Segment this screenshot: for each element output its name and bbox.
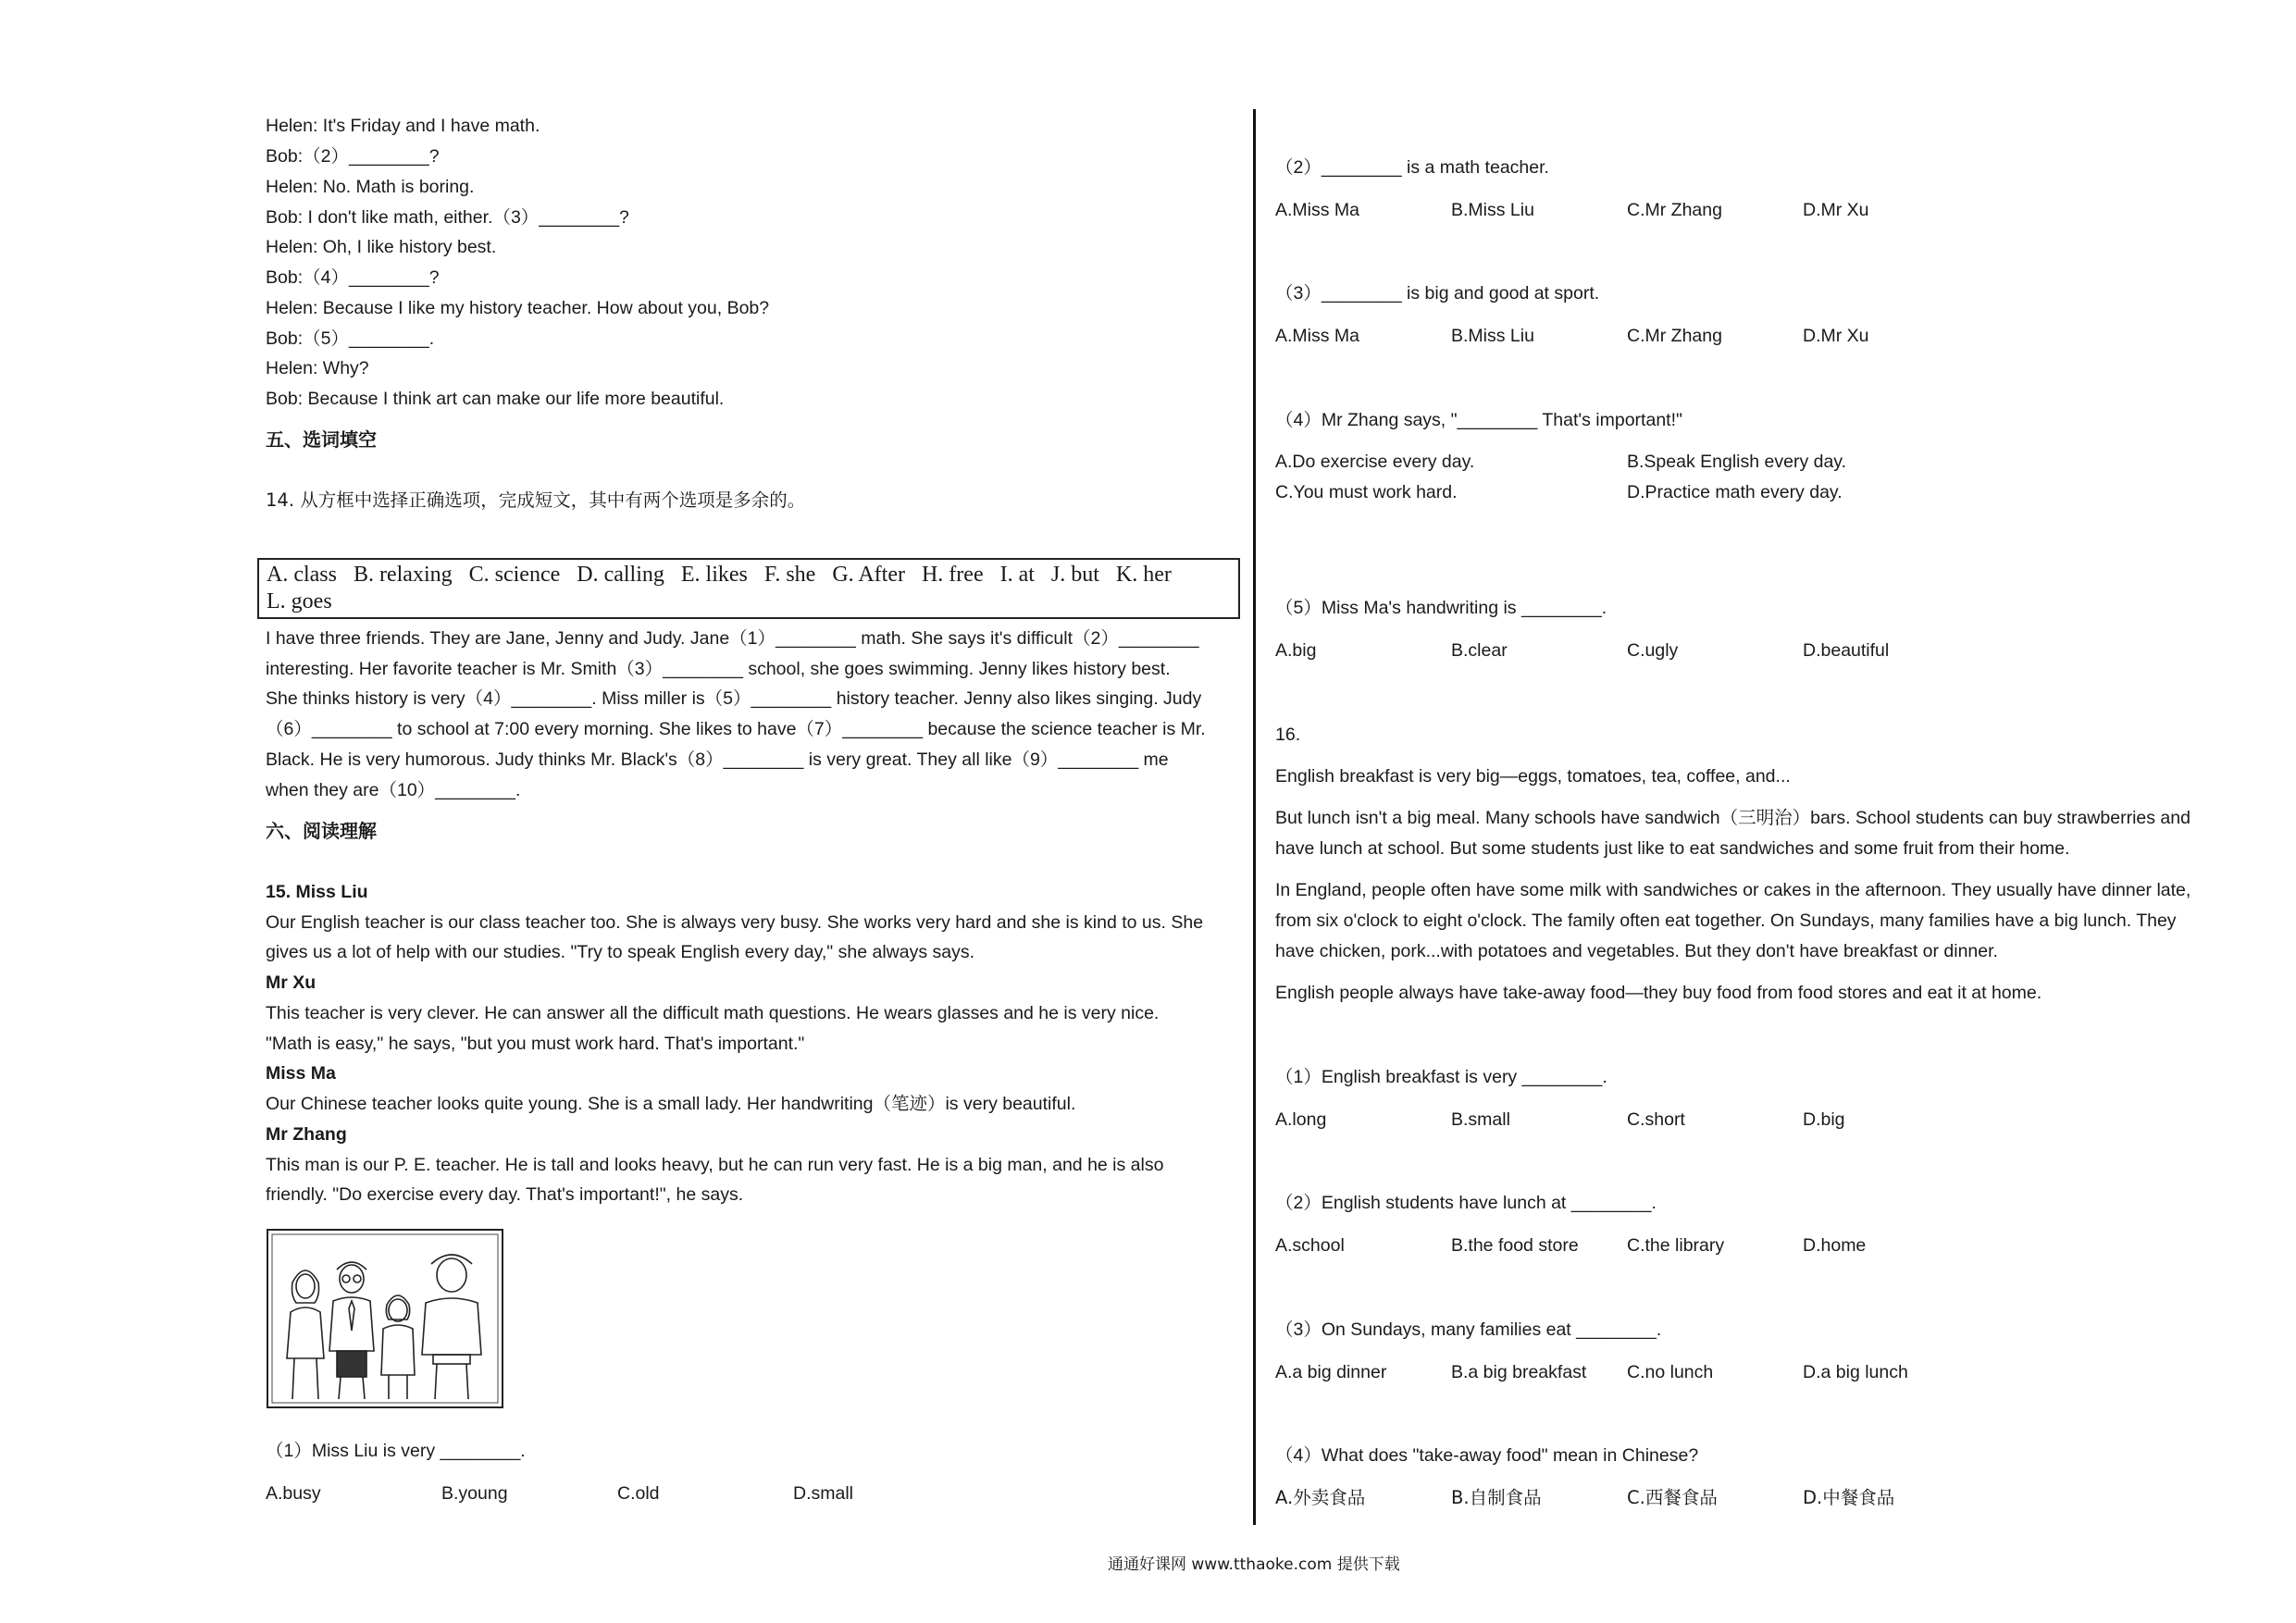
passage14-line: （6）________ to school at 7:00 every morning. She likes to have（7）________ because the science teacher is Mr. — [266, 719, 1206, 739]
passage14-line: when they are（10）________. — [266, 780, 521, 800]
option-c[interactable]: C.You must work hard. — [1275, 482, 1458, 502]
q16-1-question: （1）English breakfast is very ________. — [1275, 1067, 1607, 1087]
q15-paragraph: This teacher is very clever. He can answer all the difficult math questions. He wears glasses and he is very nice. — [266, 1003, 1160, 1023]
dialogue-line: Bob: Because I think art can make our life more beautiful. — [266, 389, 725, 409]
option-d[interactable]: D.Mr Xu — [1803, 200, 1869, 220]
option-b[interactable]: B.自制食品 — [1451, 1487, 1542, 1508]
q16-number: 16. — [1275, 725, 1301, 745]
option-d[interactable]: D.Practice math every day. — [1627, 482, 1843, 502]
option-a[interactable]: A.外卖食品 — [1275, 1487, 1366, 1508]
q15-4-options — [1275, 447, 1979, 508]
q15-heading: Mr Zhang — [266, 1124, 347, 1145]
dialogue-line: Helen: It's Friday and I have math. — [266, 116, 540, 136]
word-box — [257, 558, 1240, 619]
option-b[interactable]: B.Speak English every day. — [1627, 452, 1847, 472]
q15-3-options — [1275, 324, 1979, 348]
q16-paragraph: have chicken, pork...with potatoes and vegetables. But they don't have breakfast or dinner. — [1275, 941, 1998, 961]
q15-heading: Miss Ma — [266, 1063, 336, 1084]
q16-1-options — [1275, 1108, 1979, 1132]
q15-paragraph: This man is our P. E. teacher. He is tall and looks heavy, but he can run very fast. He is a big man, and he is also — [266, 1155, 1164, 1175]
option-d[interactable]: D.a big lunch — [1803, 1362, 1908, 1382]
q15-2-options — [1275, 198, 1979, 222]
dialogue-line: Helen: Oh, I like history best. — [266, 237, 497, 257]
option-c[interactable]: C.Mr Zhang — [1627, 326, 1722, 346]
q14-instruction: 14. 从方框中选择正确选项，完成短文，其中有两个选项是多余的。 — [266, 489, 806, 511]
dialogue-line: Helen: Why? — [266, 358, 369, 378]
dialogue-line: Helen: No. Math is boring. — [266, 177, 475, 197]
column-divider — [1253, 109, 1256, 1525]
option-c[interactable]: C.no lunch — [1627, 1362, 1714, 1382]
q16-paragraph: In England, people often have some milk with sandwiches or cakes in the afternoon. They usually have dinner late, — [1275, 880, 2191, 900]
word-option: J. but — [1050, 563, 1099, 587]
option-b[interactable]: B.a big breakfast — [1451, 1362, 1587, 1382]
dialogue-line: Helen: Because I like my history teacher. How about you, Bob? — [266, 298, 770, 318]
option-c[interactable]: C.ugly — [1627, 640, 1679, 661]
dialogue-line: Bob: I don't like math, either.（3）________? — [266, 207, 629, 228]
q15-3-question: （3）________ is big and good at sport. — [1275, 283, 1600, 304]
option-d[interactable]: D.Mr Xu — [1803, 326, 1869, 346]
q15-title: 15. Miss Liu — [266, 882, 368, 902]
q15-paragraph: "Math is easy," he says, "but you must work hard. That's important." — [266, 1034, 805, 1054]
option-c[interactable]: C.the library — [1627, 1235, 1725, 1256]
q15-paragraph: friendly. "Do exercise every day. That's important!", he says. — [266, 1184, 744, 1205]
q15-1-options — [266, 1481, 969, 1505]
word-option: D. calling — [577, 563, 664, 587]
q15-5-question: （5）Miss Ma's handwriting is ________. — [1275, 598, 1607, 618]
option-c[interactable]: C.西餐食品 — [1627, 1487, 1718, 1508]
option-b[interactable]: B.small — [1451, 1109, 1510, 1130]
option-a[interactable]: A.big — [1275, 640, 1317, 661]
word-option: C. science — [468, 563, 561, 587]
word-option: H. free — [921, 563, 984, 587]
passage14-line: I have three friends. They are Jane, Jenny and Judy. Jane（1）________ math. She says it's difficult（2）________ — [266, 628, 1199, 649]
section-title-5: 五、选词填空 — [266, 428, 377, 451]
option-c[interactable]: C.Mr Zhang — [1627, 200, 1722, 220]
q16-paragraph: But lunch isn't a big meal. Many schools have sandwich（三明治）bars. School students can buy strawberries and — [1275, 808, 2191, 828]
option-b[interactable]: B.clear — [1451, 640, 1508, 661]
option-a[interactable]: A.busy — [266, 1483, 321, 1504]
q15-paragraph: Our English teacher is our class teacher too. She is always very busy. She works very hard and she is kind to us. She — [266, 912, 1204, 933]
option-a[interactable]: A.a big dinner — [1275, 1362, 1387, 1382]
word-option: F. she — [763, 563, 816, 587]
word-option: A. class — [267, 563, 337, 587]
q15-1-question: （1）Miss Liu is very ________. — [266, 1441, 526, 1461]
word-option: I. at — [999, 563, 1035, 587]
q15-heading: Mr Xu — [266, 973, 316, 993]
word-option: G. After — [832, 563, 905, 587]
option-c[interactable]: C.old — [617, 1483, 660, 1504]
q16-3-options — [1275, 1360, 1979, 1384]
option-d[interactable]: D.beautiful — [1803, 640, 1890, 661]
q16-4-options — [1275, 1486, 1979, 1510]
q16-4-question: （4）What does "take-away food" mean in Chinese? — [1275, 1445, 1699, 1466]
word-option: E. likes — [680, 563, 748, 587]
option-b[interactable]: B.Miss Liu — [1451, 200, 1534, 220]
option-a[interactable]: A.Do exercise every day. — [1275, 452, 1475, 472]
teachers-illustration — [267, 1229, 503, 1408]
word-option: K. her — [1115, 563, 1172, 587]
dialogue-line: Bob:（5）________. — [266, 328, 435, 349]
word-option: B. relaxing — [353, 563, 453, 587]
option-c[interactable]: C.short — [1627, 1109, 1685, 1130]
option-b[interactable]: B.the food store — [1451, 1235, 1579, 1256]
option-d[interactable]: D.big — [1803, 1109, 1845, 1130]
option-d[interactable]: D.home — [1803, 1235, 1867, 1256]
q16-3-question: （3）On Sundays, many families eat ________. — [1275, 1319, 1662, 1340]
q16-paragraph: English breakfast is very big—eggs, tomatoes, tea, coffee, and... — [1275, 766, 1791, 787]
q15-5-options — [1275, 638, 1979, 663]
dialogue-line: Bob:（2）________? — [266, 146, 440, 167]
q16-2-question: （2）English students have lunch at ________. — [1275, 1193, 1657, 1213]
option-a[interactable]: A.Miss Ma — [1275, 326, 1360, 346]
option-b[interactable]: B.Miss Liu — [1451, 326, 1534, 346]
q16-2-options — [1275, 1233, 1979, 1258]
word-option: L. goes — [267, 589, 332, 613]
option-d[interactable]: D.small — [793, 1483, 854, 1504]
option-a[interactable]: A.long — [1275, 1109, 1327, 1130]
dialogue-line: Bob:（4）________? — [266, 267, 440, 288]
q15-2-question: （2）________ is a math teacher. — [1275, 157, 1549, 178]
q15-4-question: （4）Mr Zhang says, "________ That's important!" — [1275, 410, 1682, 430]
q15-paragraph: gives us a lot of help with our studies. "Try to speak English every day," she always says. — [266, 942, 975, 962]
q16-paragraph: have lunch at school. But some students just like to eat sandwiches and some fruit from their home. — [1275, 838, 2070, 859]
q15-paragraph: Our Chinese teacher looks quite young. She is a small lady. Her handwriting（笔迹）is very beautiful. — [266, 1094, 1076, 1114]
passage14-line: Black. He is very humorous. Judy thinks Mr. Black's（8）________ is very great. They all like（9）________ me — [266, 750, 1169, 770]
q16-paragraph: English people always have take-away food—they buy food from food stores and eat it at home. — [1275, 983, 2042, 1003]
q16-paragraph: from six o'clock to eight o'clock. The family often eat together. On Sundays, many families have a big lunch. They — [1275, 911, 2177, 931]
passage14-line: interesting. Her favorite teacher is Mr. Smith（3）________ school, she goes swimming. Jenny likes history best. — [266, 659, 1171, 679]
option-a[interactable]: A.school — [1275, 1235, 1345, 1256]
option-b[interactable]: B.young — [441, 1483, 508, 1504]
option-d[interactable]: D.中餐食品 — [1803, 1487, 1895, 1508]
passage14-line: She thinks history is very（4）________. Miss miller is（5）________ history teacher. Jenny also likes singing. Judy — [266, 688, 1202, 709]
option-a[interactable]: A.Miss Ma — [1275, 200, 1360, 220]
page-footer: 通通好课网 www.tthaoke.com 提供下载 — [1108, 1555, 1400, 1574]
section-title-6: 六、阅读理解 — [266, 820, 377, 842]
